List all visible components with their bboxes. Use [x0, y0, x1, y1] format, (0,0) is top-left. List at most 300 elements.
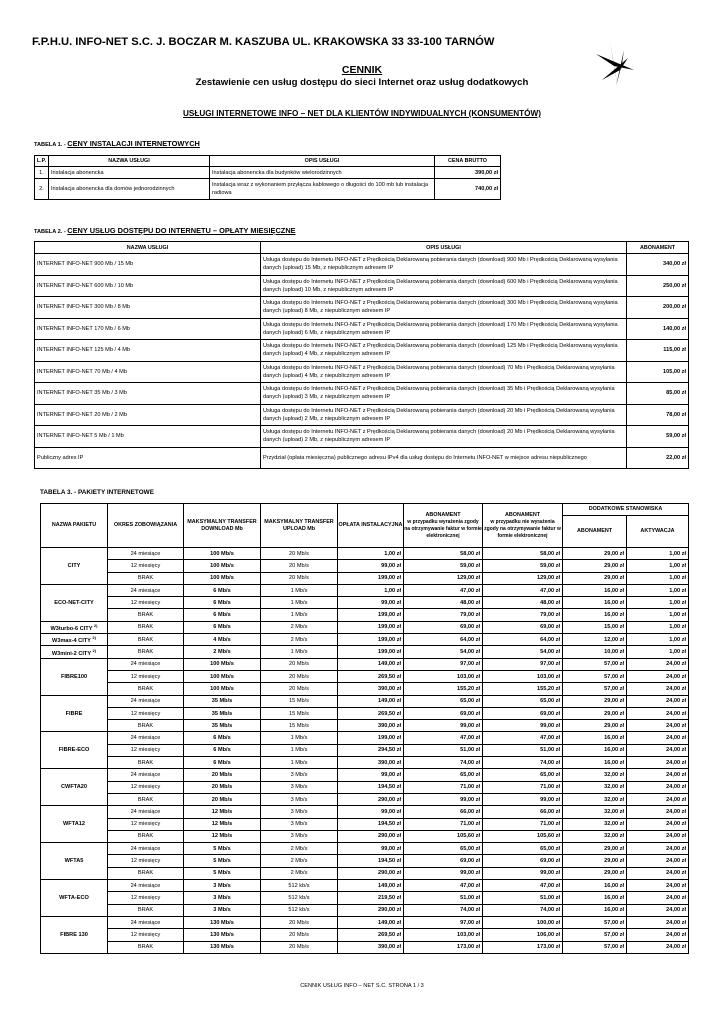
table-row [41, 806, 689, 818]
t3-install: 199,00 zł [338, 572, 404, 584]
package-name [41, 584, 108, 621]
company-header: F.P.H.U. INFO-NET S.C. J. BOCZAR M. KASZUBA UL. KRAKOWSKA 33 33-100 TARNÓW [32, 36, 495, 48]
t3-period: 12 miesięcy [108, 855, 184, 867]
t3-abon-p: 129,00 zł [483, 572, 563, 584]
table-row [41, 916, 689, 928]
cennik-subtitle: Zestawienie cen usług dostępu do sieci Internet oraz usług dodatkowych [195, 77, 529, 88]
t1-price: 740,00 zł [435, 179, 501, 200]
t3-abon-p: 71,00 zł [483, 818, 563, 830]
t2-price: 140,00 zł [627, 318, 689, 340]
package-name-text: CWFTA20 [61, 784, 87, 791]
t3-install: 290,00 zł [338, 793, 404, 805]
t3-abon-p: 65,00 zł [483, 695, 563, 707]
package-name-text: FIBRE 130 [60, 931, 88, 938]
t3-period: BRAK [108, 793, 184, 805]
t3-download: 130 Mb/s [184, 929, 261, 941]
package-name-text: FIBRE-ECO [58, 747, 90, 754]
table-row [41, 892, 689, 904]
t3-period: BRAK [108, 904, 184, 916]
t3-extra-act: 24,00 zł [627, 929, 689, 941]
t3-abon-p: 99,00 zł [483, 867, 563, 879]
t3-extra-act: 24,00 zł [627, 880, 689, 892]
t3-upload: 3 Mb/s [261, 781, 338, 793]
table-row [41, 904, 689, 916]
t3-install: 149,00 zł [338, 658, 404, 670]
t3-extra-act: 24,00 zł [627, 683, 689, 695]
t3-extra-abon: 16,00 zł [563, 597, 627, 609]
table-row [35, 447, 689, 469]
t3-abon-p: 51,00 zł [483, 744, 563, 756]
t3-period: 12 miesięcy [108, 929, 184, 941]
package-name [41, 548, 108, 585]
t3-abon-p: 66,00 zł [483, 806, 563, 818]
t3-extra-abon: 16,00 zł [563, 744, 627, 756]
footnote-marker: 2) [92, 635, 96, 641]
t3-extra-abon: 57,00 zł [563, 683, 627, 695]
t2-price: 115,00 zł [627, 340, 689, 362]
t3-upload: 20 Mb/s [261, 929, 338, 941]
t3-extra-abon: 57,00 zł [563, 658, 627, 670]
table-row [35, 340, 689, 362]
package-name-text: FIBRE [65, 710, 83, 717]
t3-abon-e: 79,00 zł [404, 609, 483, 621]
t3-header-install: OPŁATA INSTALACYJNA [338, 504, 404, 548]
t2-price: 200,00 zł [627, 297, 689, 319]
t3-period: 12 miesięcy [108, 781, 184, 793]
table-row [41, 781, 689, 793]
t2-desc: Usługa dostępu do Internetu INFO-NET z Prędkością Deklarowaną pobierania danych (download) 170 Mb i Prędkością Deklarowaną wysyłania danych (upload) 6 Mb, z niepublicznym adresem IP [261, 318, 627, 340]
t3-upload: 20 Mb/s [261, 941, 338, 953]
t3-download: 100 Mb/s [184, 560, 261, 572]
t3-abon-e: 97,00 zł [404, 658, 483, 670]
t3-extra-abon: 32,00 zł [563, 781, 627, 793]
t3-abon-p: 106,00 zł [483, 929, 563, 941]
t3-period: BRAK [108, 757, 184, 769]
table-row [35, 297, 689, 319]
t3-header-upload: MAKSYMALNY TRANSFER UPLOAD Mb [261, 504, 338, 548]
t3-download: 12 Mb/s [184, 806, 261, 818]
t3-download: 130 Mb/s [184, 916, 261, 928]
t3-upload: 512 kb/s [261, 904, 338, 916]
t3-upload: 20 Mb/s [261, 572, 338, 584]
t3-upload: 3 Mb/s [261, 830, 338, 842]
t3-download: 100 Mb/s [184, 548, 261, 560]
t3-download: 20 Mb/s [184, 769, 261, 781]
table-row [41, 572, 689, 584]
t3-abon-e: 71,00 zł [404, 781, 483, 793]
t3-abon-e: 74,00 zł [404, 757, 483, 769]
t3-abon-e: 103,00 zł [404, 929, 483, 941]
t3-abon-p: 99,00 zł [483, 720, 563, 732]
t3-extra-act: 24,00 zł [627, 855, 689, 867]
t3-period: 12 miesięcy [108, 707, 184, 719]
table2-label [34, 226, 296, 235]
t3-extra-abon: 29,00 zł [563, 720, 627, 732]
t3-period: BRAK [108, 609, 184, 621]
footnote-marker: 2) [92, 647, 97, 653]
t3-upload: 1 Mb/s [261, 744, 338, 756]
table1-label [34, 139, 200, 148]
table-row [35, 254, 689, 276]
t3-abon-p: 65,00 zł [483, 769, 563, 781]
table-row [35, 179, 501, 200]
t3-header-name: NAZWA PAKIETU [41, 504, 108, 548]
t3-period: BRAK [108, 634, 184, 646]
t3-extra-abon: 16,00 zł [563, 892, 627, 904]
t3-abon-p-sub: w przypadku nie wyrażenia zgody na otrzymywanie faktur w formie elektronicznej [484, 518, 561, 539]
t3-abon-e: 129,00 zł [404, 572, 483, 584]
t3-extra-act: 24,00 zł [627, 818, 689, 830]
t3-download: 2 Mb/s [184, 646, 261, 658]
t3-extra-abon: 15,00 zł [563, 621, 627, 633]
t1-desc: Instalacja wraz z wykonaniem przyłącza kablowego o długości do 100 mb lub instalacja radiowa [210, 179, 435, 200]
t3-upload: 2 Mb/s [261, 843, 338, 855]
t2-price: 250,00 zł [627, 275, 689, 297]
t3-upload: 2 Mb/s [261, 621, 338, 633]
t3-abon-p: 65,00 zł [483, 843, 563, 855]
t3-download: 4 Mb/s [184, 634, 261, 646]
t3-extra-act: 24,00 zł [627, 707, 689, 719]
t3-upload: 15 Mb/s [261, 695, 338, 707]
t3-extra-act: 24,00 zł [627, 695, 689, 707]
t3-install: 199,00 zł [338, 646, 404, 658]
t3-download: 35 Mb/s [184, 695, 261, 707]
t3-extra-act: 24,00 zł [627, 744, 689, 756]
table-row [35, 383, 689, 405]
table3-title: TABELA 3. - PAKIETY INTERNETOWE [40, 489, 154, 496]
t3-upload: 2 Mb/s [261, 855, 338, 867]
t3-download: 20 Mb/s [184, 781, 261, 793]
package-name [41, 880, 108, 917]
t3-extra-act: 24,00 zł [627, 867, 689, 879]
table-row [41, 584, 689, 596]
t3-download: 6 Mb/s [184, 621, 261, 633]
t3-install: 269,50 zł [338, 707, 404, 719]
t3-extra-act: 24,00 zł [627, 941, 689, 953]
t3-abon-e: 47,00 zł [404, 732, 483, 744]
t3-install: 149,00 zł [338, 880, 404, 892]
t3-abon-p: 51,00 zł [483, 892, 563, 904]
t3-upload: 2 Mb/s [261, 867, 338, 879]
t3-abon-p: 103,00 zł [483, 670, 563, 682]
t3-abon-e: 69,00 zł [404, 621, 483, 633]
t2-price: 340,00 zł [627, 254, 689, 276]
t2-name: INTERNET INFO-NET 170 Mb / 6 Mb [35, 318, 261, 340]
t3-extra-act: 24,00 zł [627, 793, 689, 805]
t3-install: 99,00 zł [338, 843, 404, 855]
t3-download: 3 Mb/s [184, 892, 261, 904]
t3-extra-abon: 16,00 zł [563, 757, 627, 769]
t2-price: 59,00 zł [627, 426, 689, 448]
package-name-text: CITY [67, 562, 81, 569]
t3-abon-e: 64,00 zł [404, 634, 483, 646]
t3-upload: 20 Mb/s [261, 658, 338, 670]
table-row [41, 646, 689, 658]
t3-abon-e: 51,00 zł [404, 892, 483, 904]
t1-header-desc: OPIS USŁUGI [210, 156, 435, 167]
table-row [41, 757, 689, 769]
cennik-title: CENNIK [341, 64, 383, 76]
t3-extra-abon: 16,00 zł [563, 584, 627, 596]
t3-install: 290,00 zł [338, 830, 404, 842]
t3-period: BRAK [108, 720, 184, 732]
t3-abon-p: 69,00 zł [483, 855, 563, 867]
t2-desc: Usługa dostępu do Internetu INFO-NET z Prędkością Deklarowaną pobierania danych (download) 300 Mb i Prędkością Deklarowaną wysyłania danych (upload) 8 Mb, z niepublicznym adresem IP [261, 297, 627, 319]
t3-period: BRAK [108, 867, 184, 879]
t3-download: 100 Mb/s [184, 670, 261, 682]
table-row [41, 769, 689, 781]
t1-lp: 1. [35, 167, 49, 179]
t2-name: INTERNET INFO-NET 35 Mb / 3 Mb [35, 383, 261, 405]
t3-upload: 1 Mb/s [261, 646, 338, 658]
t3-download: 5 Mb/s [184, 843, 261, 855]
t3-abon-e: 69,00 zł [404, 855, 483, 867]
t3-install: 99,00 zł [338, 769, 404, 781]
t3-install: 294,50 zł [338, 744, 404, 756]
t3-upload: 3 Mb/s [261, 793, 338, 805]
t3-period: 24 miesiące [108, 843, 184, 855]
t3-extra-abon: 16,00 zł [563, 904, 627, 916]
t3-download: 6 Mb/s [184, 597, 261, 609]
t3-abon-p: 69,00 zł [483, 707, 563, 719]
t3-upload: 3 Mb/s [261, 818, 338, 830]
t3-extra-act: 24,00 zł [627, 670, 689, 682]
installation-table [34, 155, 501, 200]
t3-install: 219,50 zł [338, 892, 404, 904]
t3-install: 199,00 zł [338, 732, 404, 744]
t3-download: 6 Mb/s [184, 744, 261, 756]
t3-install: 194,50 zł [338, 781, 404, 793]
package-name-text: W3mini-2 CITY [51, 650, 91, 657]
t3-period: 12 miesięcy [108, 818, 184, 830]
t3-download: 100 Mb/s [184, 572, 261, 584]
t3-download: 5 Mb/s [184, 867, 261, 879]
t2-name: INTERNET INFO-NET 600 Mb / 10 Mb [35, 275, 261, 297]
t3-period: BRAK [108, 646, 184, 658]
t3-extra-abon: 29,00 zł [563, 843, 627, 855]
t3-header-download: MAKSYMALNY TRANSFER DOWNLOAD Mb [184, 504, 261, 548]
t3-abon-e: 47,00 zł [404, 584, 483, 596]
t3-extra-act: 1,00 zł [627, 548, 689, 560]
t3-abon-p: 97,00 zł [483, 658, 563, 670]
t3-extra-act: 24,00 zł [627, 843, 689, 855]
t3-period: 24 miesiące [108, 880, 184, 892]
t2-desc: Usługa dostępu do Internetu INFO-NET z Prędkością Deklarowaną pobierania danych (download) 70 Mb i Prędkością Deklarowaną wysyłania danych (upload) 4 Mb, z niepublicznym adresem IP [261, 361, 627, 383]
package-name [41, 658, 108, 695]
t3-download: 3 Mb/s [184, 880, 261, 892]
package-name-text: ECO-NET-CITY [54, 599, 94, 606]
package-name [41, 695, 108, 732]
t2-header-price: ABONAMENT [627, 242, 689, 254]
t3-extra-abon: 57,00 zł [563, 941, 627, 953]
t3-extra-act: 1,00 zł [627, 621, 689, 633]
t3-period: 24 miesiące [108, 584, 184, 596]
t2-name: INTERNET INFO-NET 20 Mb / 2 Mb [35, 404, 261, 426]
package-name-text: FIBRE100 [60, 673, 88, 680]
t3-period: 24 miesiące [108, 658, 184, 670]
table-row [41, 670, 689, 682]
t3-extra-abon: 29,00 zł [563, 560, 627, 572]
t3-extra-abon: 32,00 zł [563, 793, 627, 805]
t3-header-extra-act: AKTYWACJA [627, 516, 689, 548]
t3-abon-p: 59,00 zł [483, 560, 563, 572]
t2-price: 78,00 zł [627, 404, 689, 426]
t3-abon-p: 47,00 zł [483, 732, 563, 744]
t3-extra-abon: 57,00 zł [563, 670, 627, 682]
t3-abon-e: 71,00 zł [404, 818, 483, 830]
t3-extra-act: 1,00 zł [627, 634, 689, 646]
t3-abon-p: 64,00 zł [483, 634, 563, 646]
table-row [41, 855, 689, 867]
t3-upload: 1 Mb/s [261, 732, 338, 744]
t3-abon-p: 155,20 zł [483, 683, 563, 695]
package-name [41, 732, 108, 769]
t3-extra-act: 24,00 zł [627, 830, 689, 842]
table-row [35, 426, 689, 448]
table-row [41, 548, 689, 560]
t3-period: BRAK [108, 572, 184, 584]
t2-desc: Usługa dostępu do Internetu INFO-NET z Prędkością Deklarowaną pobierania danych (download) 600 Mb i Prędkością Deklarowaną wysyłania danych (upload) 10 Mb, z niepublicznym adresem IP [261, 275, 627, 297]
t3-upload: 2 Mb/s [261, 634, 338, 646]
t3-period: BRAK [108, 941, 184, 953]
t3-period: 12 miesięcy [108, 560, 184, 572]
package-name-text: WFTA5 [64, 858, 84, 865]
t3-extra-abon: 57,00 zł [563, 916, 627, 928]
t3-extra-act: 24,00 zł [627, 916, 689, 928]
table-row [41, 732, 689, 744]
t3-abon-e: 65,00 zł [404, 843, 483, 855]
t3-upload: 512 kb/s [261, 892, 338, 904]
t3-download: 3 Mb/s [184, 904, 261, 916]
t3-abon-e: 66,00 zł [404, 806, 483, 818]
table-row [41, 744, 689, 756]
t2-price: 85,00 zł [627, 383, 689, 405]
t3-install: 269,50 zł [338, 929, 404, 941]
t3-extra-act: 24,00 zł [627, 892, 689, 904]
t3-download: 35 Mb/s [184, 720, 261, 732]
t3-extra-abon: 29,00 zł [563, 855, 627, 867]
t3-abon-p: 47,00 zł [483, 584, 563, 596]
t2-name: Publiczny adres IP [35, 447, 261, 469]
t3-abon-p: 79,00 zł [483, 609, 563, 621]
t2-price: 105,00 zł [627, 361, 689, 383]
t3-install: 194,50 zł [338, 855, 404, 867]
table-row [41, 560, 689, 572]
t2-header-desc: OPIS USŁUGI [261, 242, 627, 254]
t3-period: 12 miesięcy [108, 744, 184, 756]
t3-download: 35 Mb/s [184, 707, 261, 719]
t3-period: 12 miesięcy [108, 597, 184, 609]
package-name [41, 916, 108, 953]
t3-abon-e: 99,00 zł [404, 793, 483, 805]
t3-extra-act: 1,00 zł [627, 560, 689, 572]
t3-abon-p: 47,00 zł [483, 880, 563, 892]
t3-extra-abon: 16,00 zł [563, 732, 627, 744]
t3-download: 100 Mb/s [184, 683, 261, 695]
t3-abon-p-title: ABONAMENT [504, 511, 541, 518]
t3-extra-abon: 29,00 zł [563, 695, 627, 707]
t3-upload: 3 Mb/s [261, 769, 338, 781]
t3-abon-e: 103,00 zł [404, 670, 483, 682]
t3-period: 12 miesięcy [108, 892, 184, 904]
t3-abon-e: 65,00 zł [404, 769, 483, 781]
t3-download: 6 Mb/s [184, 609, 261, 621]
t3-extra-abon: 10,00 zł [563, 646, 627, 658]
t1-price: 390,00 zł [435, 167, 501, 179]
package-name [41, 769, 108, 806]
t2-desc: Usługa dostępu do Internetu INFO-NET z Prędkością Deklarowaną pobierania danych (download) 125 Mb i Prędkością Deklarowaną wysyłania danych (upload) 4 Mb, z niepublicznym adresem IP [261, 340, 627, 362]
t3-abon-e: 59,00 zł [404, 560, 483, 572]
t3-upload: 20 Mb/s [261, 560, 338, 572]
table-row [41, 634, 689, 646]
t3-period: 24 miesiące [108, 732, 184, 744]
table-row [41, 941, 689, 953]
t3-upload: 1 Mb/s [261, 757, 338, 769]
package-name-text: WFTA-ECO [59, 894, 89, 901]
table-row [35, 404, 689, 426]
t3-install: 199,00 zł [338, 609, 404, 621]
t3-extra-abon: 29,00 zł [563, 867, 627, 879]
t3-abon-e-sub: w przypadku wyrażenia zgody na otrzymywanie faktur w formie elektronicznej [404, 518, 482, 539]
table-row [35, 318, 689, 340]
t1-header-name: NAZWA USŁUGI [49, 156, 210, 167]
t3-extra-abon: 32,00 zł [563, 818, 627, 830]
t3-extra-abon: 29,00 zł [563, 707, 627, 719]
t2-desc: Przydział (opłata miesięczna) publicznego adresu IPv4 dla usług dostępu do Internetu INFO-NET w miejsce adresu niepublicznego [261, 447, 627, 469]
t3-upload: 20 Mb/s [261, 670, 338, 682]
t3-install: 390,00 zł [338, 941, 404, 953]
t3-abon-e: 58,00 zł [404, 548, 483, 560]
t3-install: 390,00 zł [338, 683, 404, 695]
t3-period: BRAK [108, 621, 184, 633]
t1-name: Instalacja abonencka [49, 167, 210, 179]
t2-price: 22,00 zł [627, 447, 689, 469]
t3-extra-act: 24,00 zł [627, 904, 689, 916]
t2-desc: Usługa dostępu do Internetu INFO-NET z Prędkością Deklarowaną pobierania danych (download) 20 Mb i Prędkością Deklarowaną wysyłania danych (upload) 2 Mb, z niepublicznym adresem IP [261, 404, 627, 426]
table-row [41, 818, 689, 830]
t3-abon-e: 47,00 zł [404, 880, 483, 892]
t3-period: 24 miesiące [108, 695, 184, 707]
t3-extra-act: 24,00 zł [627, 769, 689, 781]
t3-upload: 20 Mb/s [261, 683, 338, 695]
table-row [41, 621, 689, 633]
footnote-marker: 2) [93, 623, 98, 628]
t3-header-extra-abon: ABONAMENT [563, 516, 627, 548]
t3-header-abon-e [404, 504, 483, 548]
t3-install: 390,00 zł [338, 720, 404, 732]
t3-abon-p: 74,00 zł [483, 757, 563, 769]
page-footer: CENNIK USŁUG INFO – NET S.C. STRONA 1 / 3 [300, 983, 424, 989]
package-name-text: WFTA12 [63, 821, 85, 828]
table1-prefix: TABELA 1. - [34, 142, 66, 148]
t3-abon-e: 54,00 zł [404, 646, 483, 658]
t3-abon-p: 74,00 zł [483, 904, 563, 916]
t3-download: 12 Mb/s [184, 830, 261, 842]
t3-upload: 15 Mb/s [261, 707, 338, 719]
t3-extra-abon: 29,00 zł [563, 572, 627, 584]
t3-extra-act: 24,00 zł [627, 806, 689, 818]
t3-download: 12 Mb/s [184, 818, 261, 830]
table-row [41, 830, 689, 842]
t1-name: Instalacja abonencka dla domów jednorodzinnych [49, 179, 210, 200]
t3-upload: 1 Mb/s [261, 584, 338, 596]
t3-abon-e: 69,00 zł [404, 707, 483, 719]
table-row [41, 683, 689, 695]
table-row [41, 720, 689, 732]
internet-services-table [34, 241, 689, 469]
table-row [41, 880, 689, 892]
t2-header-name: NAZWA USŁUGI [35, 242, 261, 254]
